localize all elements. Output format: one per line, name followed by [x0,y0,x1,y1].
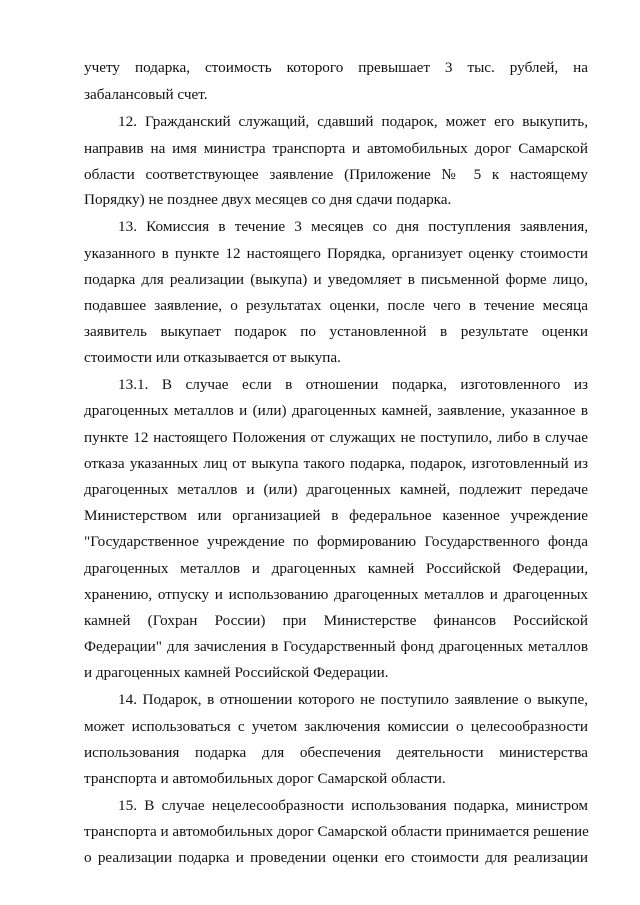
text-line: подавшее заявление, о результатах оценки, после чего в течение месяца [84,297,588,314]
text-line: Порядку) не позднее двух месяцев со дня сдачи подарка. [84,191,452,208]
text-line: пункте 12 настоящего Положения от служащих не поступило, либо в случае [84,429,588,446]
text-line: Министерством или организацией в федеральное казенное учреждение [84,507,588,524]
text-line: учету подарка, стоимость которого превышает 3 тыс. рублей, на [84,59,588,76]
text-line: забалансовый счет. [84,86,208,103]
text-line: камней (Гохран России) при Министерстве финансов Российской [84,612,588,629]
text-line: драгоценных металлов и (или) драгоценных камней, подлежит передаче [84,481,588,498]
text-line: драгоценных металлов и драгоценных камней Российской Федерации, [84,560,588,577]
text-line: подарка для реализации (выкупа) и уведомляет в письменной форме лицо, [84,271,588,288]
text-line: может использоваться с учетом заключения комиссии о целесообразности [84,718,588,735]
text-line: 13.1. В случае если в отношении подарка, изготовленного из [118,376,588,393]
text-line: отказа указанных лиц от выкупа такого подарка, подарок, изготовленный из [84,455,588,472]
text-line: области соответствующее заявление (Приложение № 5 к настоящему [84,166,588,183]
text-line: направив на имя министра транспорта и автомобильных дорог Самарской [84,140,588,157]
text-line: и драгоценных камней Российской Федерации. [84,664,389,681]
text-line: драгоценных металлов и (или) драгоценных камней, заявление, указанное в [84,402,588,419]
text-line: хранению, отпуску и использованию драгоценных металлов и драгоценных [84,586,588,603]
text-line: указанного в пункте 12 настоящего Порядка, организует оценку стоимости [84,245,588,262]
text-line: 15. В случае нецелесообразности использования подарка, министром [118,797,588,814]
text-line: использования подарка для обеспечения деятельности министерства [84,744,588,761]
text-line: 12. Гражданский служащий, сдавший подарок, может его выкупить, [118,113,588,130]
text-line: Федерации" для зачисления в Государственный фонд драгоценных металлов [84,638,588,655]
text-line: стоимости или отказывается от выкупа. [84,349,341,366]
text-line: 13. Комиссия в течение 3 месяцев со дня поступления заявления, [118,218,588,235]
text-line: заявитель выкупает подарок по установленной в результате оценки [84,323,588,340]
text-line: 14. Подарок, в отношении которого не поступило заявление о выкупе, [118,691,588,708]
text-line: о реализации подарка и проведении оценки его стоимости для реализации [84,849,588,866]
text-line: транспорта и автомобильных дорог Самарской области принимается решение [84,823,589,840]
text-line: "Государственное учреждение по формированию Государственного фонда [84,533,588,550]
text-line: транспорта и автомобильных дорог Самарской области. [84,770,446,787]
